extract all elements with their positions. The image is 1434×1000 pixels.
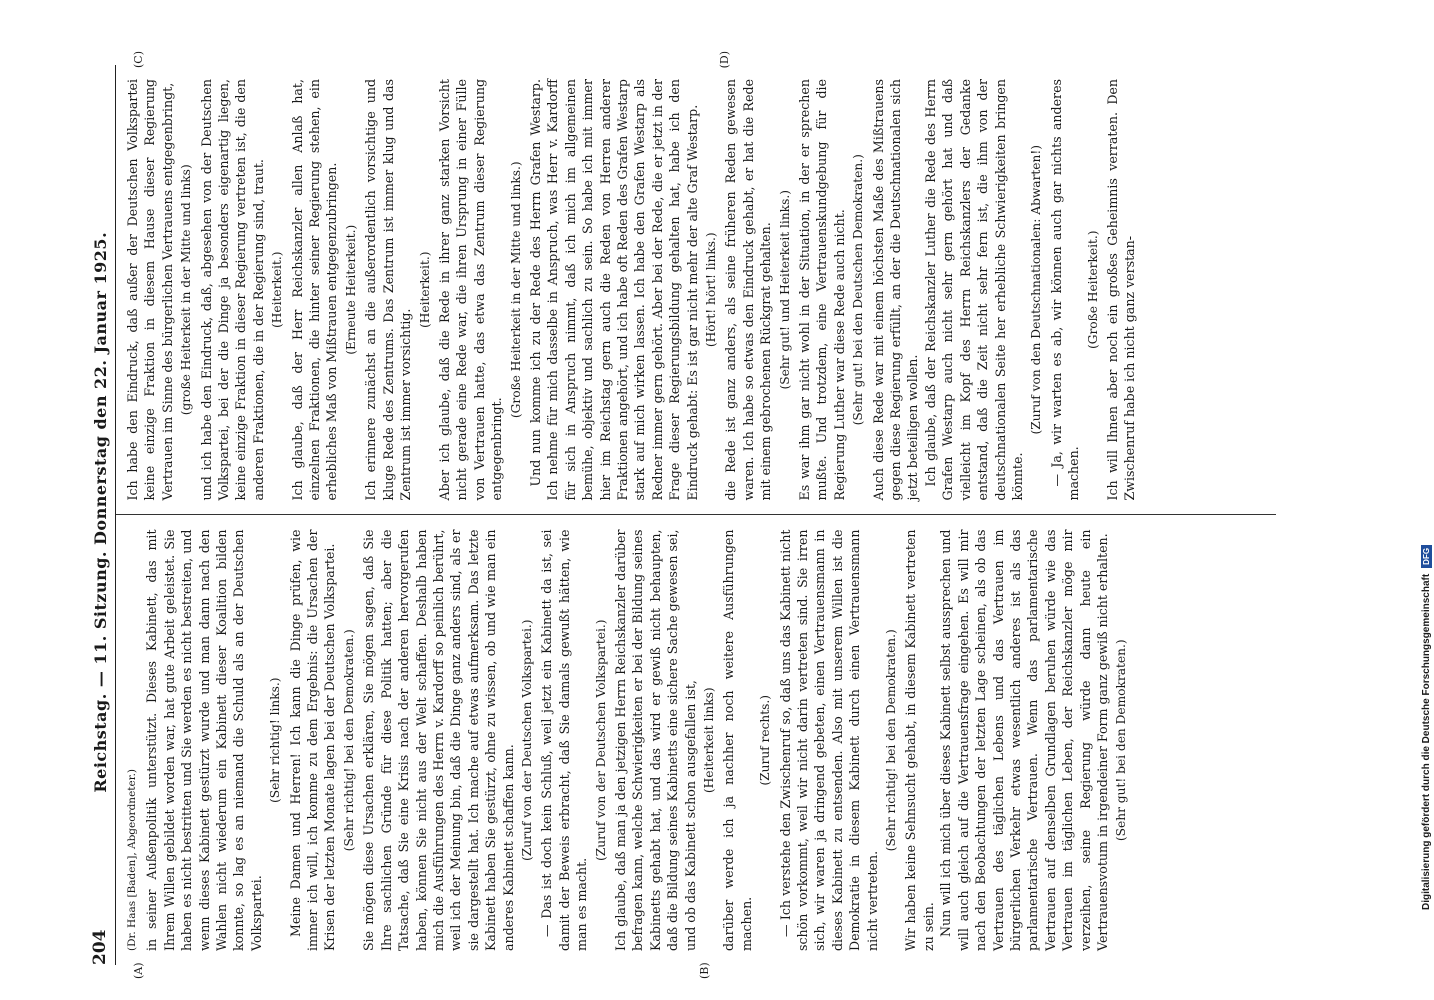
margin-marker-b: (B) <box>698 962 711 979</box>
interjection: (Sehr richtig! links.) <box>268 677 283 804</box>
paragraph: und ich habe den Eindruck, daß, abgesehen von der Deutschen Volkspartei, bei der die Dinge ja besonders eigenartig liegen, keine einzige Fraktion in dieser Regierung vertreten ist, die den anderen Fraktionen, die in der Regierung sind, traut. <box>198 79 266 501</box>
interjection: (Sehr gut! und Heiterkeit links.) <box>777 190 792 390</box>
paragraph: Es war ihm gar nicht wohl in der Situation, in der er sprechen mußte. Und trotzdem, eine Vertrauenskundgebung für die Regierung Luther war diese Rede auch nicht. <box>797 79 847 501</box>
interjection: (Heiterkeit.) <box>417 251 432 328</box>
paragraph: Ich habe den Eindruck, daß außer der Deutschen Volkspartei keine einzige Fraktion in diesem Hause dieser Regierung Vertrauen im Sinne des bürgerlichen Vertrauens entgegenbringt, <box>125 79 175 501</box>
paragraph: Nun will ich mich über dieses Kabinett selbst aussprechen und will auch gleich auf die Vertrauensfrage eingehen. Es will mir nach den Beobachtungen der letzten Lage scheinen, als ob das Vertrauen des täglichen Lebens und das Vertrauen im bürgerlichen Verkehr etwas wesentlich anderes ist als das parlamentarische Vertrauen. Wenn das parlamentarische Vertrauen auf denselben Grundlagen beruhen würde wie das Vertrauen im täglichen Leben, der Reichskanzler möge mir verzeihen, seine Regierung würde dann heute ein Vertrauensvotum in irgendeiner Form ganz gewiß nicht erhalten. <box>938 529 1110 951</box>
interjection: (große Heiterkeit in der Mitte und links) <box>179 164 194 416</box>
page-number: 204 <box>90 929 110 965</box>
right-column-text <box>124 79 1139 501</box>
document-page <box>85 51 1285 979</box>
interjection: (Heiterkeit.) <box>270 251 285 328</box>
paragraph: Ich glaube, daß der Reichskanzler Luther die Rede des Herrn Grafen Westarp auch nicht sehr gern gehört hat und daß vielleicht im Kopf des Herrn Reichskanzlers der Gedanke entstand, daß die Zeit nicht sehr fern ist, die ihm von der deutschnationalen Seite her erhebliche Schwierigkeiten bringen könnte. <box>922 79 1025 501</box>
paragraph: Ich glaube, daß man ja den jetzigen Herrn Reichskanzler darüber befragen kann, welche Schwierigkeiten er bei der Bildung seines Kabinetts gehabt hat, und das wird er gewiß nicht behaupten, daß die Bildung seines Kabinetts eine sichere Sache gewesen sei, und ob das Kabinett schon ausgefallen ist, <box>612 529 698 951</box>
paragraph: — Ja, wir warten es ab, wir können auch gar nichts anderes machen. <box>1048 79 1082 501</box>
interjection: (Sehr gut! bei den Deutschen Demokraten.) <box>851 154 866 426</box>
paragraph: Und nun komme ich zu der Rede des Herrn Grafen Westarp. Ich nehme für mich dasselbe in Anspruch, was Herr v. Kardorff für sich in Anspruch nimmt, daß ich mich im allgemeinen bemühe, objektiv und sachlich zu sein. So habe ich mit immer hier im Reichstag gern auch die Reden von Herren anderer Fraktionen angehört, und ich habe oft Reden des Grafen Westarp stark auf mich wirken lassen. Ich habe den Grafen Westarp als Redner immer gern gehört. Aber bei der Rede, die er jetzt in der Frage dieser Regierungsbildung gehalten hat, habe ich den Eindruck gehabt: Es ist gar nicht mehr der alte Graf Westarp. <box>527 79 700 501</box>
digitization-credit <box>1418 0 1434 1000</box>
two-column-body <box>116 51 1276 979</box>
interjection: (Zuruf von der Deutschen Volkspartei.) <box>519 619 534 861</box>
interjection: (Erneute Heiterkeit.) <box>343 224 358 355</box>
right-column <box>116 51 1276 515</box>
interjection: (Zuruf von der Deutschen Volkspartei.) <box>593 619 608 861</box>
page-header <box>85 65 116 965</box>
paragraph: die Rede ist ganz anders, als seine früheren Reden gewesen waren. Ich habe so etwas den Eindruck gehabt, er hat die Rede mit einem gebrochenen Rückgrat gehalten. <box>723 79 774 501</box>
paragraph: darüber werde ich ja nachher noch weitere Ausführungen machen. <box>721 529 754 951</box>
paragraph: Sie mögen diese Ursachen erklären, Sie mögen sagen, daß Sie Ihre sachlichen Gründe für diese Politik hatten; aber die Tatsache, daß Sie eine Krisis nach der anderen hervorgerufen haben, können Sie nicht aus der Welt schaffen. Deshalb haben mich die Ausführungen des Herrn v. Kardorff so peinlich berührt, weil ich der Meinung bin, daß die Dinge ganz anders sind, als er sie dargestellt hat. Ich mache auf etwas aufmerksam. Das letzte Kabinett haben Sie gestürzt, ohne zu wissen, ob und wie man ein anderes Kabinett schaffen kann. <box>361 529 516 951</box>
interjection: (Große Heiterkeit.) <box>1085 230 1100 350</box>
margin-marker-a: (A) <box>132 962 145 979</box>
running-title: Reichstag. — 11. Sitzung. Donnerstag den 22. Januar 1925. <box>90 231 110 793</box>
dfg-logo: DFG <box>1421 545 1432 568</box>
margin-marker-d: (D) <box>718 51 731 69</box>
interjection: (Heiterkeit links) <box>702 687 716 794</box>
interjection: (Sehr richtig! bei den Demokraten.) <box>341 629 356 852</box>
interjection: (Sehr gut! bei den Demokraten.) <box>1114 639 1129 842</box>
left-column <box>116 515 1276 979</box>
interjection: (Sehr richtig! bei den Demokraten.) <box>884 629 899 852</box>
margin-marker-c: (C) <box>132 51 145 68</box>
speaker-note: (Dr. Haas [Baden], Abgeordneter.) <box>126 768 138 951</box>
interjection: (Zuruf von den Deutschnationalen: Abwarten!) <box>1029 144 1044 435</box>
paragraph: Ich erinnere zunächst an die außerordentlich vorsichtige und kluge Rede des Zentrums. Das Zentrum ist immer klug und das Zentrum ist immer vorsichtig. <box>363 79 414 501</box>
left-column-text <box>143 530 1130 952</box>
credit-text: Digitalisierung gefördert durch die Deutsche Forschungsgemeinschaft <box>1420 573 1432 910</box>
paragraph: in seiner Außenpolitik unterstützt. Dieses Kabinett, das mit Ihrem Willen gebildet worden war, hat gute Arbeit geleistet. Sie haben es nicht bestritten und Sie werden es nicht bestreiten, und wenn dieses Kabinett gestürzt wurde und man dann nach den Wahlen nicht wiederum ein Kabinett dieser Koalition bilden konnte, so lag es an niemand die Schuld als an der Deutschen Volkspartei. <box>144 529 264 951</box>
paragraph: — Ich verstehe den Zwischenruf so, daß uns das Kabinett nicht schön vorkommt, weil wir nicht darin vertreten sind. Sie irren sich, wir waren ja dringend gebeten, einen Vertrauensmann in dieses Kabinett zu entsenden. Also mit unserem Willen ist die Demokratie in diesem Kabinett durch einen Vertrauensmann nicht vertreten. <box>777 529 880 951</box>
paragraph: Ich glaube, daß der Herr Reichskanzler allen Anlaß hat, einzelnen Fraktionen, die hinter seiner Regierung stehen, ein erhebliches Maß von Mißtrauen entgegenzubringen. <box>289 79 340 501</box>
paragraph: Ich will Ihnen aber noch ein großes Geheimnis verraten. Den Zwischenruf habe ich nicht ganz verstan- <box>1104 79 1138 501</box>
paragraph: Meine Damen und Herren! Ich kann die Dinge prüfen, wie immer ich will, ich komme zu dem Ergebnis: die Ursachen der Krisen der letzten Monate lagen bei der Deutschen Volkspartei. <box>287 529 338 951</box>
paragraph: — Das ist doch kein Schluß, weil jetzt ein Kabinett da ist, sei damit der Beweis erbracht, daß Sie damals gewußt hätten, wie man es macht. <box>539 529 590 951</box>
paragraph: Auch diese Rede war mit einem höchsten Maße des Mißtrauens gegen diese Regierung erfüllt, an der die Deutschnationalen sich jetzt beteiligen wollen. <box>870 79 921 501</box>
paragraph: Aber ich glaube, daß die Rede in ihrer ganz starken Vorsicht nicht gerade eine Rede war, die ihren Ursprung in einer Fülle von Vertrauen hatte, das etwa das Zentrum dieser Regierung entgegenbringt. <box>436 79 505 501</box>
interjection: (Hört! hört! links.) <box>704 232 718 348</box>
paragraph: Wir haben keine Sehnsucht gehabt, in diesem Kabinett vertreten zu sein. <box>903 529 936 951</box>
interjection: (Zuruf rechts.) <box>758 694 773 786</box>
interjection: (Große Heiterkeit in der Mitte und links.) <box>508 161 523 419</box>
